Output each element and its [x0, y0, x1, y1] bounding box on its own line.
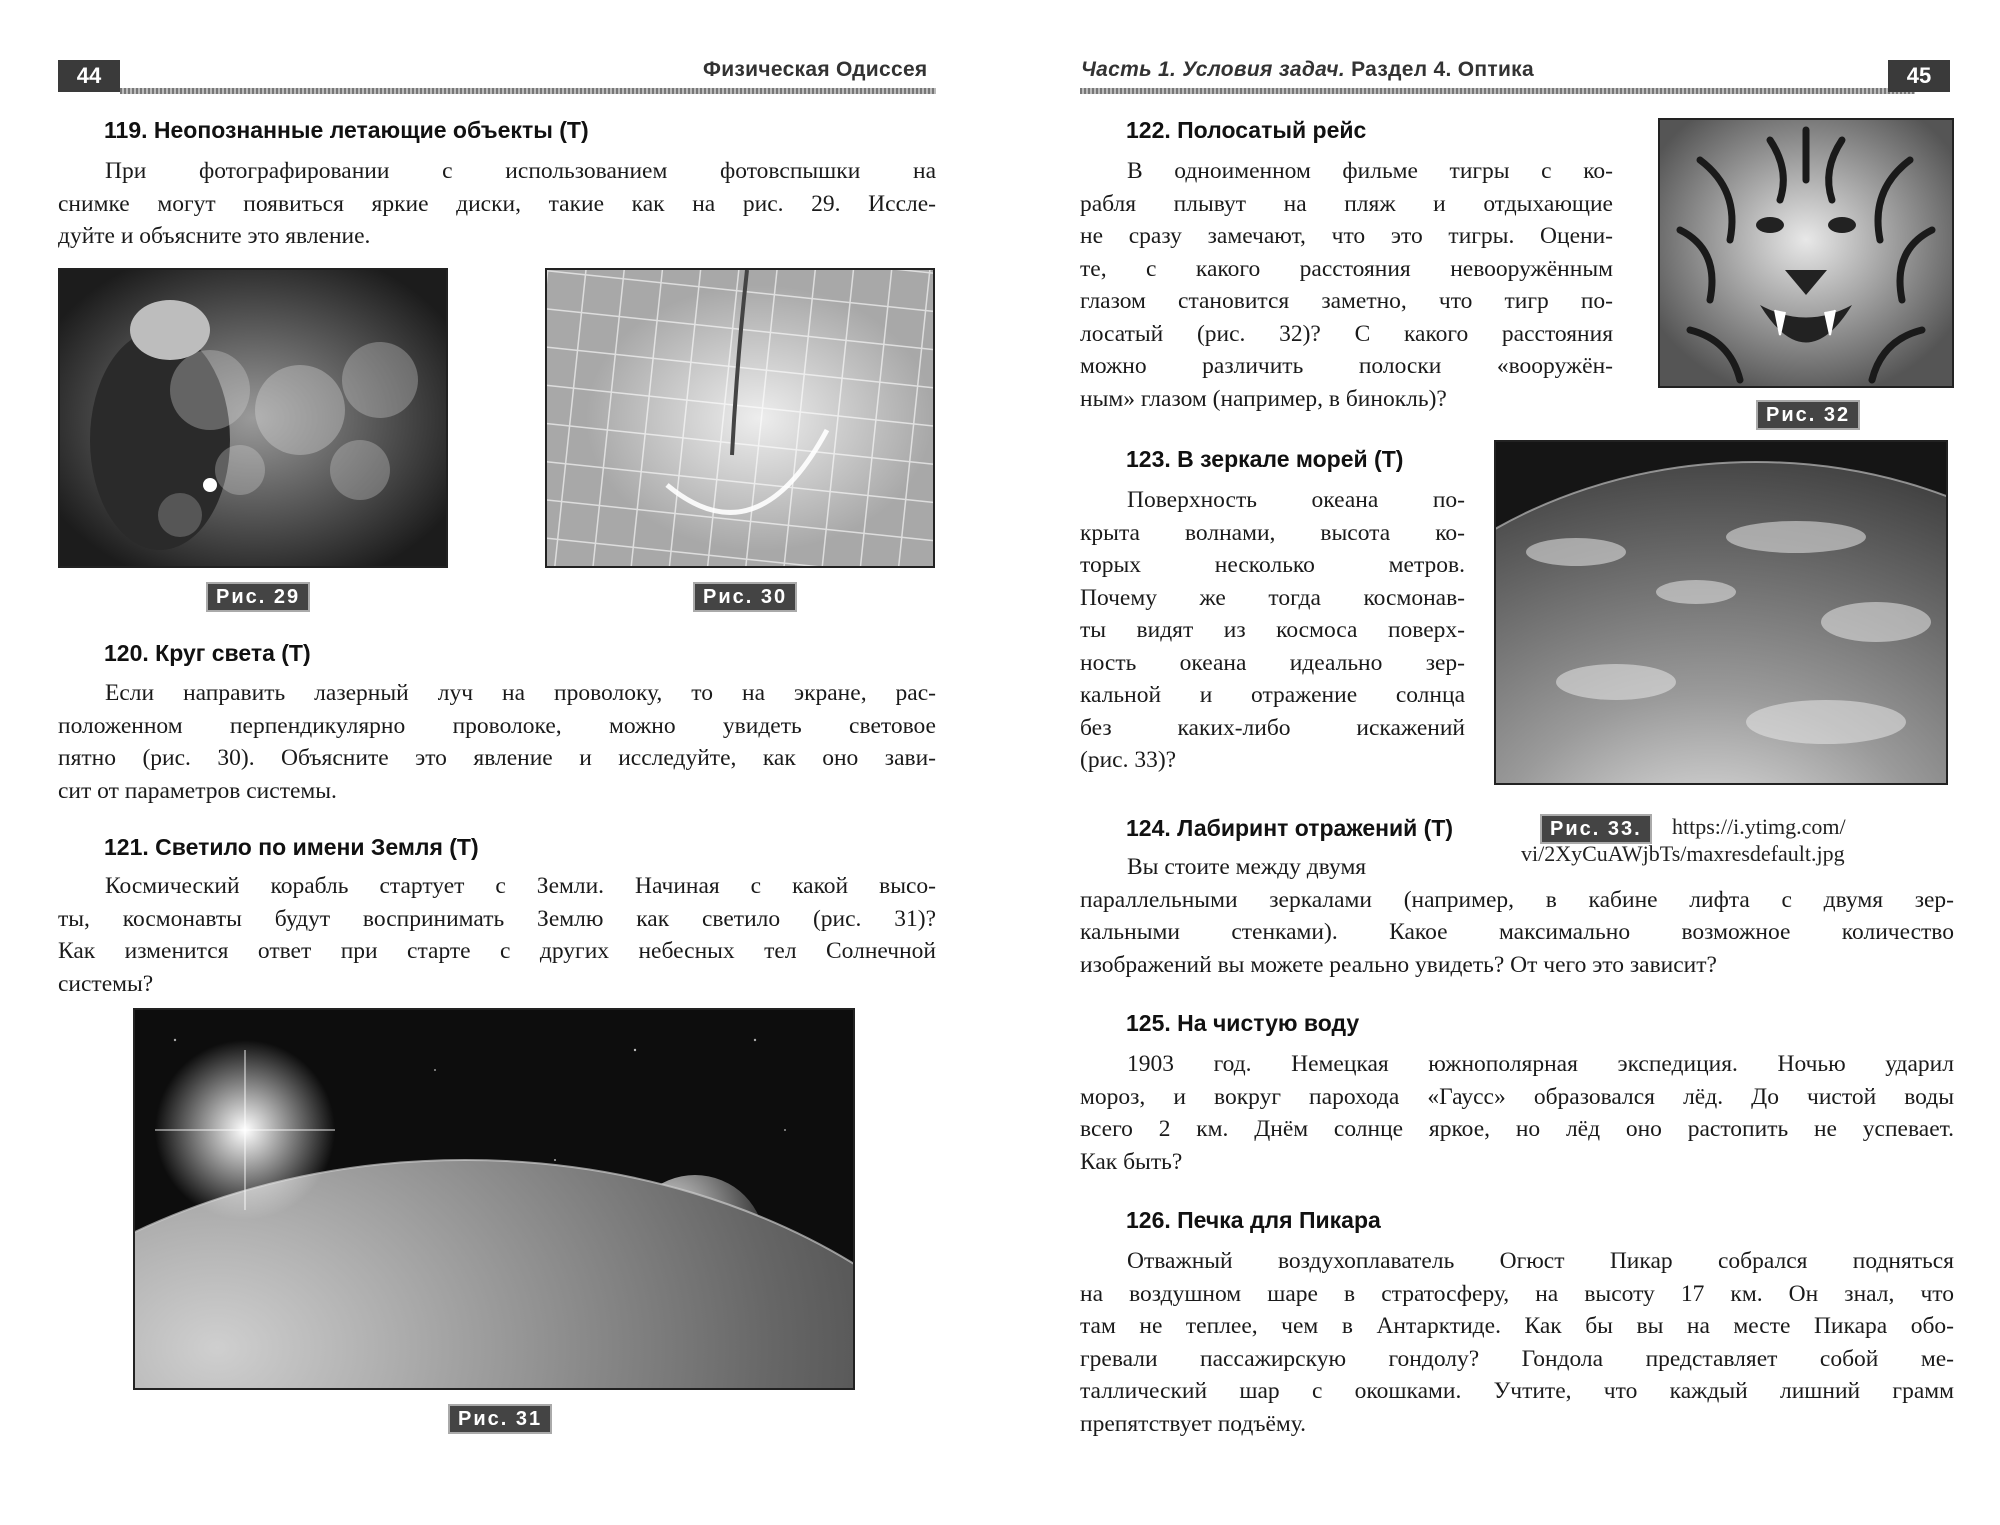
text-line: положенном перпендикулярно проволоке, можно увидеть световое	[58, 712, 936, 739]
text-line: таллический шар с окошками. Учтите, что каждый лишний грамм	[1080, 1378, 1954, 1404]
problem-121-title: 121. Светило по имени Земля (Т)	[104, 834, 479, 860]
text-line: пятно (рис. 30). Объясните это явление и исследуйте, как оно зави-	[58, 745, 936, 771]
text-line: гревали пассажирскую гондолу? Гондола представляет собой ме-	[1080, 1345, 1954, 1372]
text-line: препятствует подъёму.	[1080, 1410, 1307, 1437]
text-line: рабля плывут на пляж и отдыхающие	[1080, 190, 1613, 217]
right-page	[1000, 0, 2000, 1525]
figure-33-source-url-cont: vi/2XyCuAWjbTs/maxresdefault.jpg	[1521, 841, 1845, 866]
text-line: ность океана идеально зер-	[1080, 649, 1465, 676]
figure-33-source-url: https://i.ytimg.com/	[1672, 814, 1846, 839]
problem-122-text	[1080, 155, 1613, 415]
text-line: Поверхность океана по-	[1127, 487, 1465, 513]
text-line: кальной и отражение солнца	[1080, 682, 1465, 708]
figure-30-illustration	[547, 270, 933, 566]
text-line: глазом становится заметно, что тигр по-	[1080, 288, 1613, 314]
text-line: крыта волнами, высота ко-	[1080, 519, 1465, 546]
problem-124-title: 124. Лабиринт отражений (Т)	[1126, 815, 1454, 841]
text-line: всего 2 км. Днём солнце яркое, но лёд оно растопить не успевает.	[1080, 1116, 1954, 1142]
text-line: сит от параметров системы.	[58, 777, 337, 804]
text-line: те, с какого расстояния невооружённым	[1080, 255, 1613, 282]
figure-32-photo	[1658, 118, 1954, 388]
text-line: Вы стоите между двумя	[1127, 854, 1367, 880]
figure-33-photo	[1494, 440, 1948, 785]
text-line: Отважный воздухоплаватель Огюст Пикар собрался подняться	[1127, 1248, 1954, 1274]
running-head-left: Физическая Одиссея	[703, 58, 928, 81]
text-line: Как изменится ответ при старте с других небесных тел Солнечной	[58, 938, 936, 964]
problem-120-title: 120. Круг света (Т)	[104, 640, 311, 666]
text-line: кальными стенками). Какое максимально возможное количество	[1080, 919, 1954, 945]
figure-29-illustration	[60, 270, 446, 566]
problem-126-text	[1080, 1245, 1954, 1440]
problem-125-title: 125. На чистую воду	[1126, 1010, 1360, 1036]
text-line: системы?	[58, 970, 154, 997]
text-line: В одноименном фильме тигры с ко-	[1127, 158, 1613, 184]
figure-30-caption: Рис. 30	[693, 582, 797, 612]
problem-126-title: 126. Печка для Пикара	[1126, 1207, 1381, 1233]
figure-31-photo	[133, 1008, 855, 1390]
running-head-right	[1081, 58, 1534, 82]
running-head-part: Часть 1. Условия задач.	[1081, 58, 1345, 81]
text-line: параллельными зеркалами (например, в кабине лифта с двумя зер-	[1080, 886, 1954, 913]
problem-124-text	[1080, 851, 1954, 981]
text-line: не сразу замечают, что это тигры. Оцени-	[1080, 223, 1613, 249]
problem-121-text	[58, 870, 936, 1000]
text-line: мороз, и вокруг парохода «Гаусс» образовался лёд. До чистой воды	[1080, 1083, 1954, 1110]
page-number-left: 44	[58, 60, 120, 92]
text-line: ты видят из космоса поверх-	[1080, 617, 1465, 643]
text-line: При фотографировании с использованием фотовспышки на	[105, 158, 936, 184]
problem-122-title: 122. Полосатый рейс	[1126, 117, 1367, 143]
figure-29-caption: Рис. 29	[206, 582, 310, 612]
problem-120-text	[58, 677, 936, 807]
problem-125-text	[1080, 1048, 1954, 1178]
figure-31-caption: Рис. 31	[448, 1404, 552, 1434]
text-line: Если направить лазерный луч на проволоку, то на экране, рас-	[105, 680, 936, 706]
problem-119-text	[58, 155, 936, 253]
text-line: дуйте и объясните это явление.	[58, 223, 371, 249]
figure-32-illustration	[1660, 120, 1952, 386]
text-line: ты, космонавты будут воспринимать Землю как светило (рис. 31)?	[58, 905, 936, 932]
figure-32-caption: Рис. 32	[1756, 400, 1860, 430]
text-line: (рис. 33)?	[1080, 747, 1177, 773]
problem-119-title: 119. Неопознанные летающие объекты (Т)	[104, 117, 589, 143]
figure-33-caption: Рис. 33.	[1540, 814, 1652, 844]
problem-123-text	[1080, 484, 1465, 777]
text-line: торых несколько метров.	[1080, 552, 1465, 578]
running-head-section: Раздел 4. Оптика	[1344, 58, 1534, 81]
text-line: лосатый (рис. 32)? С какого расстояния	[1080, 320, 1613, 347]
text-line: без каких-либо искажений	[1080, 714, 1465, 741]
text-line: изображений вы можете реально увидеть? От чего это зависит?	[1080, 951, 1717, 978]
page-number-right: 45	[1888, 60, 1950, 92]
text-line: можно различить полоски «вооружён-	[1080, 353, 1613, 379]
header-rule-left	[120, 88, 936, 94]
figure-30-photo	[545, 268, 935, 568]
header-rule-right	[1080, 88, 1915, 94]
text-line: там не теплее, чем в Антарктиде. Как бы вы на месте Пикара обо-	[1080, 1313, 1954, 1339]
problem-123-title: 123. В зеркале морей (Т)	[1126, 446, 1404, 472]
figure-29-photo	[58, 268, 448, 568]
text-line: 1903 год. Немецкая южнополярная экспедиция. Ночью ударил	[1127, 1051, 1954, 1077]
text-line: Как быть?	[1080, 1148, 1183, 1175]
text-line: Почему же тогда космонав-	[1080, 584, 1465, 611]
text-line: снимке могут появиться яркие диски, такие как на рис. 29. Иссле-	[58, 190, 936, 217]
figure-31-illustration	[135, 1010, 853, 1388]
text-line: на воздушном шаре в стратосферу, на высоту 17 км. Он знал, что	[1080, 1280, 1954, 1307]
text-line: ным» глазом (например, в бинокль)?	[1080, 385, 1447, 412]
figure-33-illustration	[1496, 442, 1946, 783]
text-line: Космический корабль стартует с Земли. Начиная с какой высо-	[105, 873, 936, 899]
